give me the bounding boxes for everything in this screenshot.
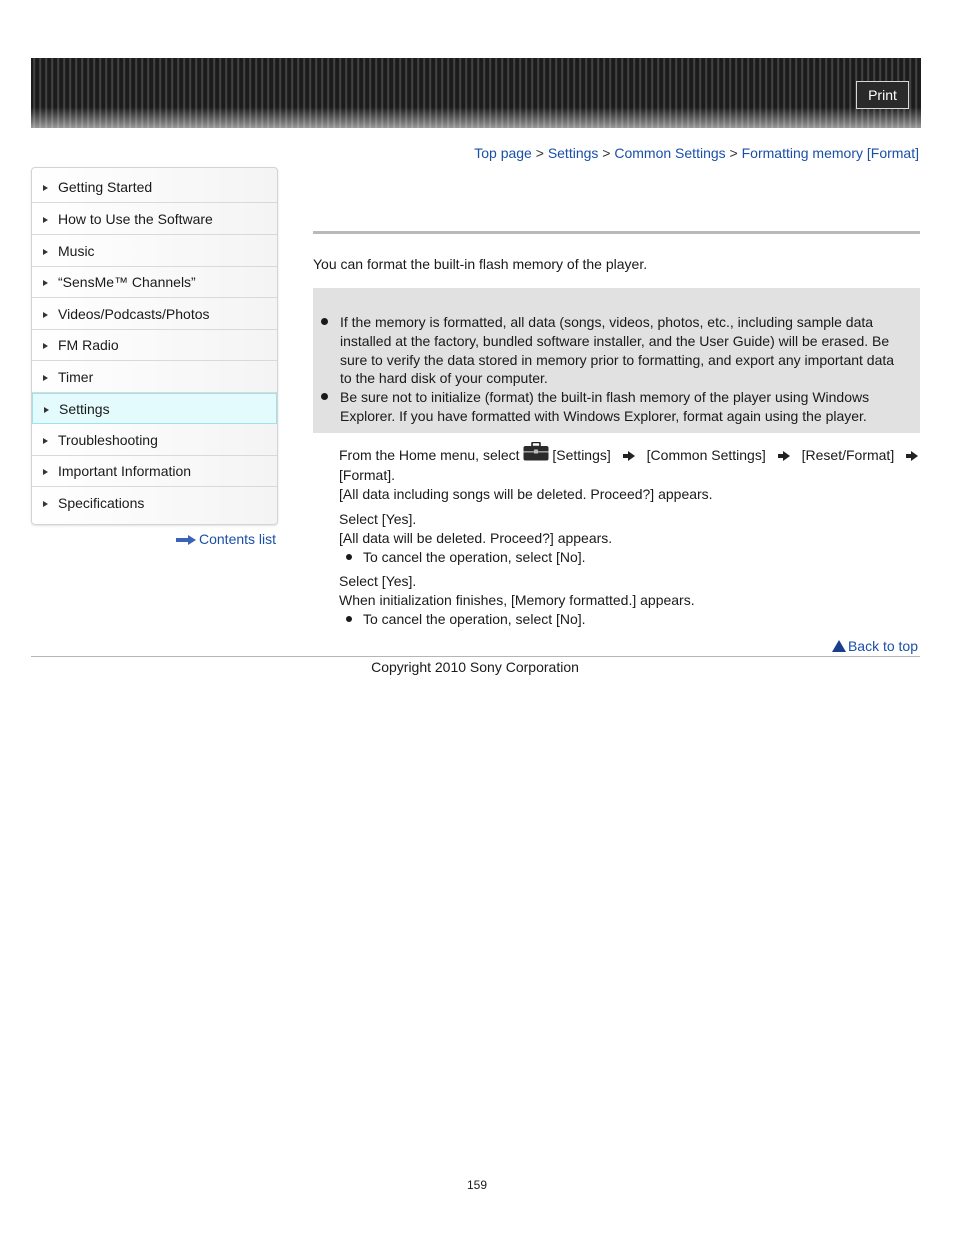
triangle-right-icon: [43, 280, 48, 286]
step-2: [339, 510, 612, 567]
sidebar-item-label: Getting Started: [58, 179, 153, 195]
sidebar-item-fm-radio[interactable]: [32, 330, 277, 361]
triangle-up-icon: [832, 640, 846, 652]
triangle-right-icon: [43, 217, 48, 223]
breadcrumb-separator: >: [535, 145, 544, 161]
sidebar-item-sensme-channels[interactable]: [32, 267, 277, 298]
print-button[interactable]: Print: [856, 81, 909, 109]
sidebar-item-label: Important Information: [58, 463, 192, 479]
triangle-right-icon: [43, 501, 48, 507]
note-text: If the memory is formatted, all data (songs, videos, photos, etc., including sample data installed at the factory, bundled software installer, and the User Guide) will be erased. Be sure to verify the data stored in memory prior to formatting, and export any important data to the hard disk of your computer.: [340, 314, 895, 387]
sidebar-item-troubleshooting[interactable]: [32, 425, 277, 456]
step-3: [339, 572, 695, 629]
sidebar-item-label: Troubleshooting: [58, 432, 158, 448]
sidebar-item-important-information[interactable]: [32, 456, 277, 487]
sidebar-item-timer[interactable]: [32, 362, 277, 393]
step-2-instruction: Select [Yes].: [339, 511, 417, 527]
sidebar-item-label: Timer: [58, 369, 94, 385]
arrow-right-icon: [906, 447, 918, 466]
triangle-right-icon: [43, 438, 48, 444]
sidebar-item-label: Specifications: [58, 495, 145, 511]
title-divider: [313, 231, 920, 234]
toolbox-icon: [523, 442, 549, 466]
breadcrumb-separator: >: [729, 145, 738, 161]
step-1-format: [Format].: [339, 467, 396, 483]
bullet-icon: [321, 393, 328, 400]
page-number: 159: [466, 1178, 488, 1192]
breadcrumb-settings[interactable]: Settings: [547, 145, 599, 161]
step-1: [339, 442, 918, 504]
sidebar-item-music[interactable]: [32, 236, 277, 267]
note-item: [340, 388, 905, 426]
sidebar-item-specifications[interactable]: [32, 488, 277, 519]
header-banner: [31, 58, 921, 128]
sidebar-item-label: Music: [58, 243, 95, 259]
breadcrumb-separator: >: [602, 145, 611, 161]
triangle-right-icon: [43, 469, 48, 475]
contents-list-label: Contents list: [199, 531, 277, 547]
breadcrumb-formatting-memory[interactable]: Formatting memory [Format]: [741, 145, 919, 161]
contents-list-link[interactable]: [176, 531, 276, 548]
step-3-result: When initialization finishes, [Memory formatted.] appears.: [339, 592, 695, 608]
breadcrumb: [474, 145, 919, 161]
arrow-right-icon: [778, 447, 790, 466]
sidebar-item-label: FM Radio: [58, 337, 119, 353]
back-to-top-label: Back to top: [847, 638, 918, 654]
breadcrumb-common-settings[interactable]: Common Settings: [614, 145, 726, 161]
triangle-right-icon: [43, 343, 48, 349]
step-2-result: [All data will be deleted. Proceed?] appears.: [339, 530, 613, 546]
sidebar-item-label: Videos/Podcasts/Photos: [58, 306, 210, 322]
triangle-right-icon: [43, 375, 48, 381]
sidebar-item-label: Settings: [59, 401, 110, 417]
step-3-bullet: To cancel the operation, select [No].: [339, 610, 695, 629]
intro-text: You can format the built-in flash memory of the player.: [313, 256, 648, 272]
triangle-right-icon: [43, 249, 48, 255]
sidebar-item-videos-podcasts-photos[interactable]: [32, 299, 277, 330]
footer-divider: [31, 656, 920, 657]
sidebar-item-getting-started[interactable]: [32, 172, 277, 203]
step-1-instruction: From the Home menu, select [Settings] [Common Settings] [Reset/Format]: [339, 442, 918, 466]
triangle-right-icon: [43, 312, 48, 318]
copyright-text: Copyright 2010 Sony Corporation: [371, 659, 579, 675]
bullet-icon: [321, 318, 328, 325]
triangle-right-icon: [43, 185, 48, 191]
step-2-bullet: To cancel the operation, select [No].: [339, 548, 612, 567]
breadcrumb-top-page[interactable]: Top page: [474, 145, 532, 161]
step-3-instruction: Select [Yes].: [339, 573, 417, 589]
note-item: [340, 313, 905, 388]
step-1-result: [All data including songs will be deleted. Proceed?] appears.: [339, 486, 713, 502]
note-text: Be sure not to initialize (format) the built-in flash memory of the player using Windows Explorer. If you have formatted with Windows Explorer, format again using the player.: [340, 389, 870, 424]
sidebar-item-label: How to Use the Software: [58, 211, 213, 227]
bullet-icon: [346, 554, 352, 560]
sidebar-item-how-to-use-software[interactable]: [32, 204, 277, 235]
bullet-icon: [346, 616, 352, 622]
sidebar-nav: [31, 167, 278, 525]
note-box: [313, 288, 920, 433]
arrow-right-icon: [623, 447, 635, 466]
sidebar-item-label: “SensMe™ Channels”: [58, 274, 196, 290]
sidebar-item-settings[interactable]: [32, 393, 277, 424]
arrow-right-icon: [176, 532, 196, 548]
back-to-top-link[interactable]: [832, 638, 918, 654]
triangle-right-icon: [44, 407, 49, 413]
